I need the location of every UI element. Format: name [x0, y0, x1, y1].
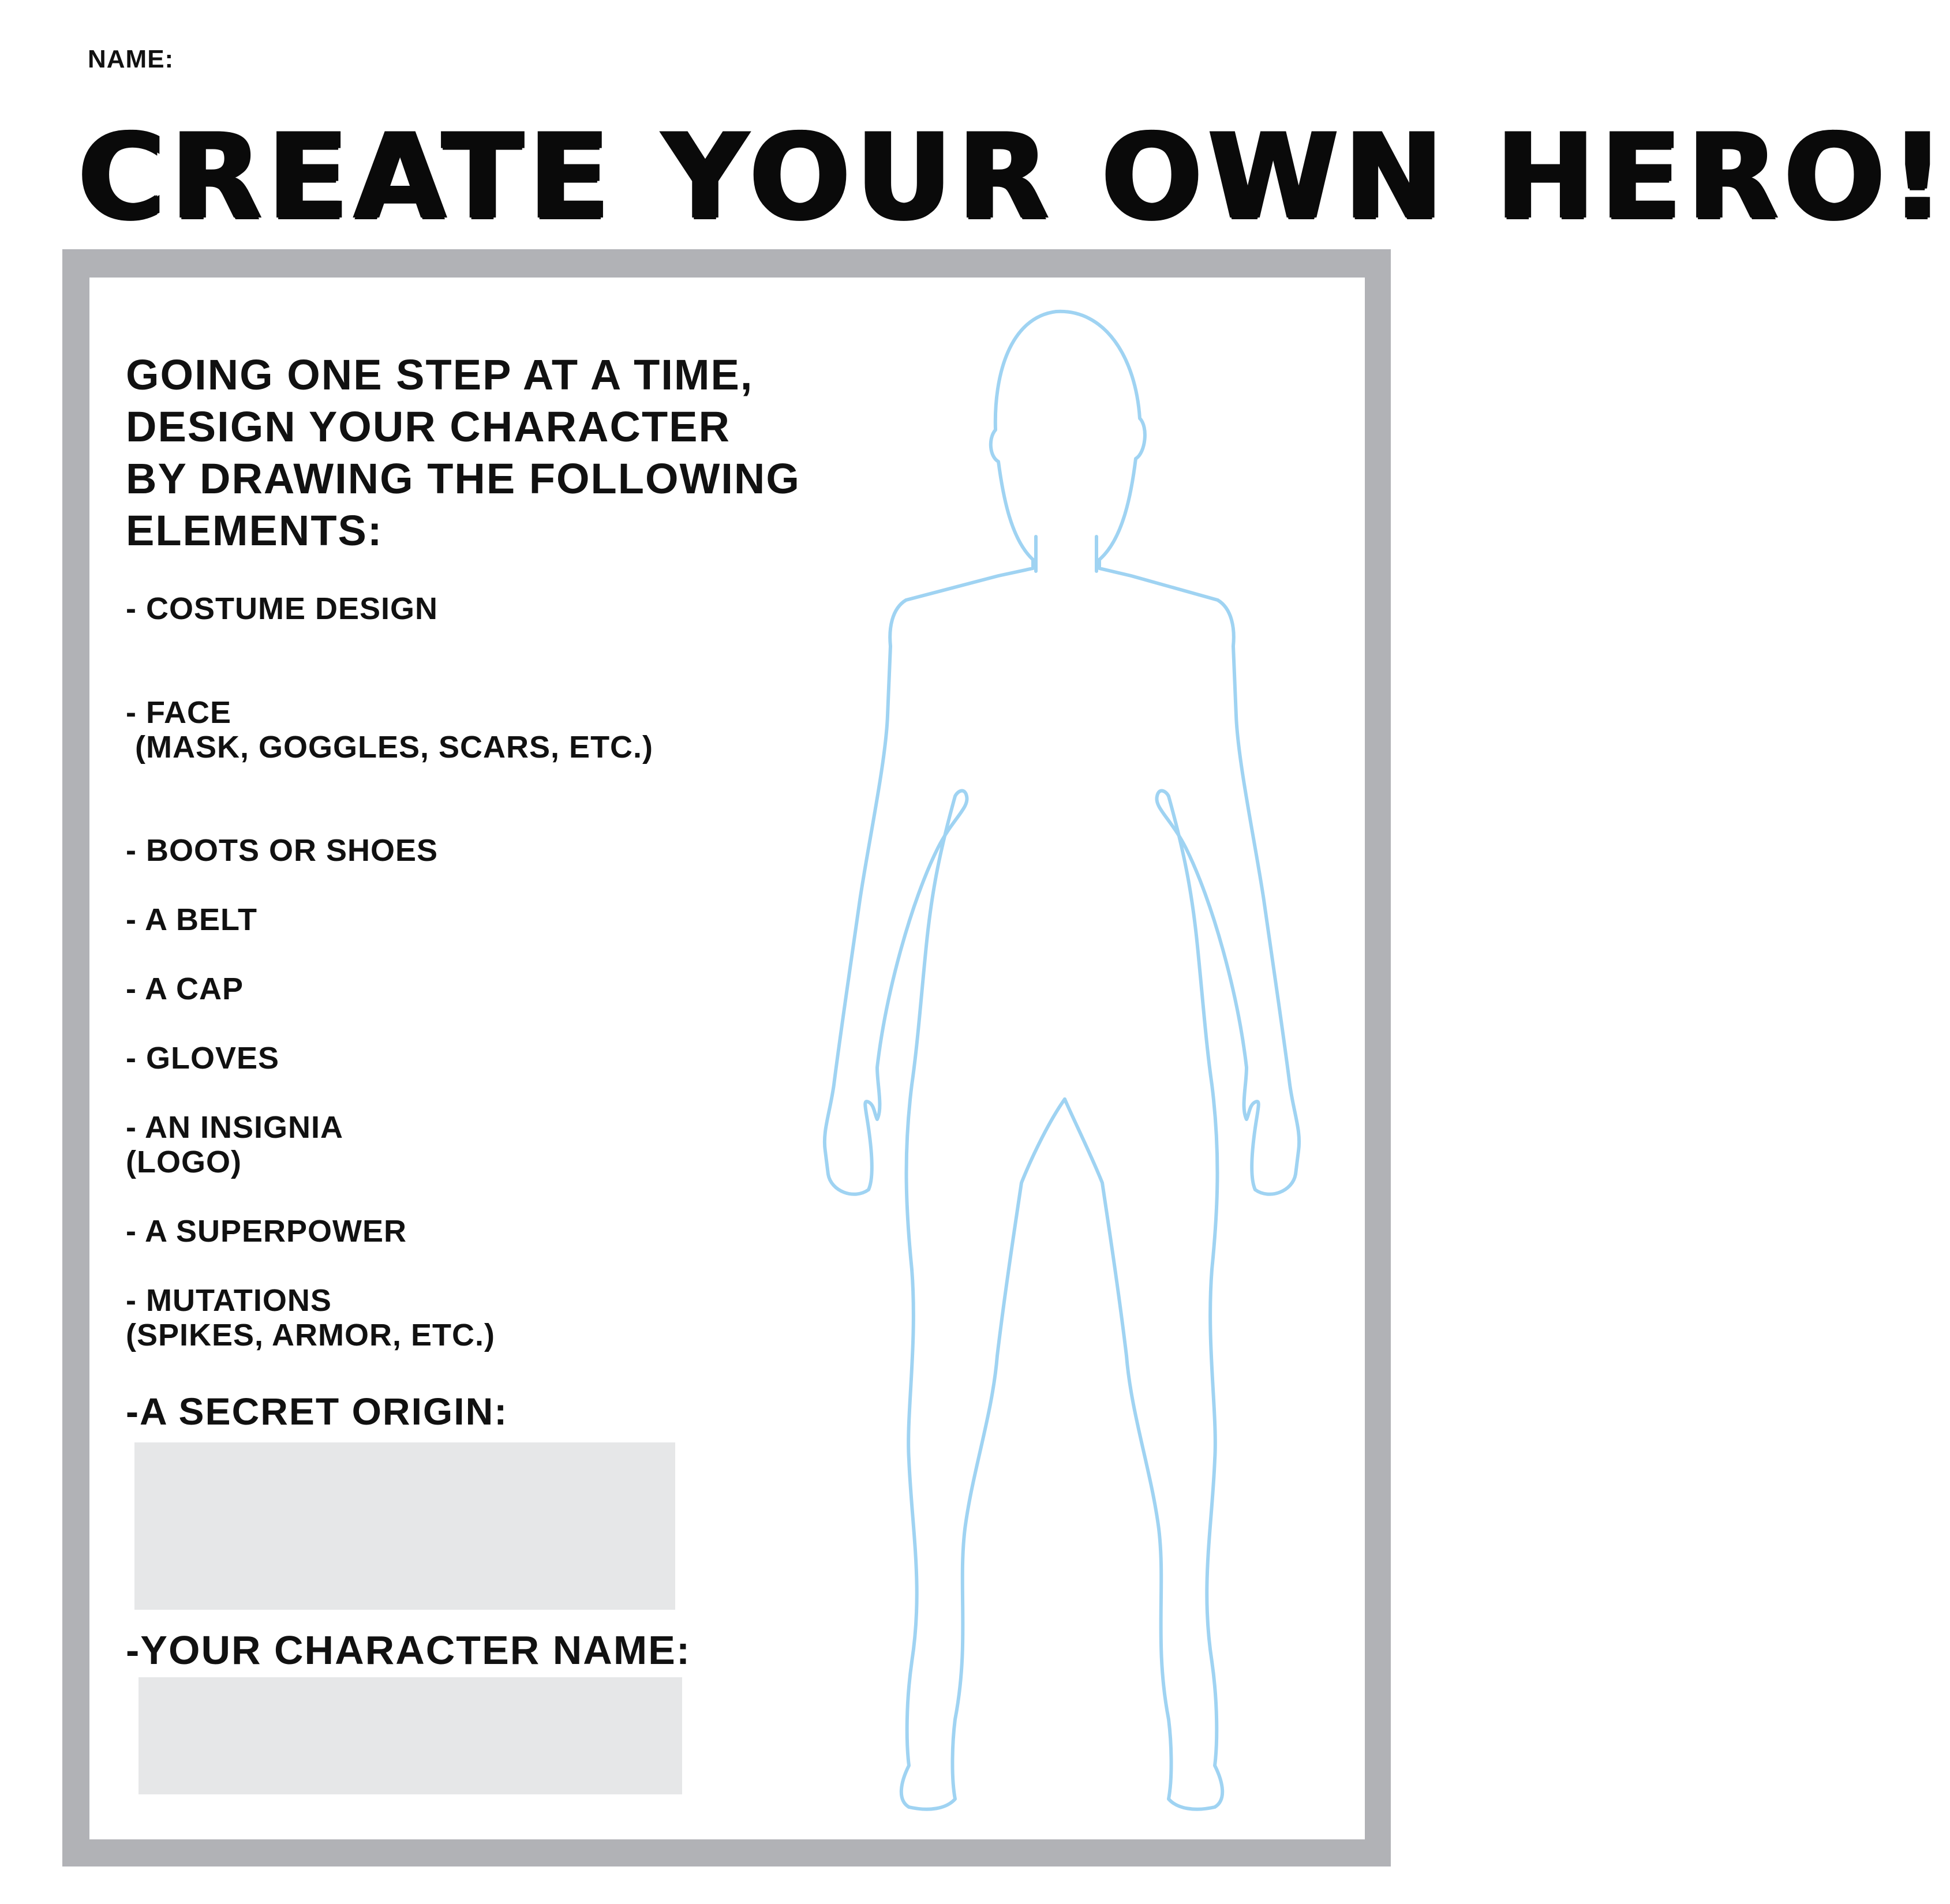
- element-label: - COSTUME DESIGN: [126, 591, 439, 626]
- element-costume-design: [126, 591, 438, 626]
- element-cap: [126, 972, 244, 1006]
- character-name-field[interactable]: [139, 1677, 682, 1794]
- element-label: - A CAP: [126, 972, 244, 1006]
- name-label: NAME:: [88, 45, 174, 73]
- page-title: CREATE YOUR OWN HERO!: [78, 108, 1950, 246]
- element-label: - FACE: [126, 695, 232, 730]
- instructions-line: BY DRAWING THE FOLLOWING: [126, 455, 800, 503]
- element-label: - BOOTS OR SHOES: [126, 833, 439, 868]
- element-boots: [126, 833, 438, 868]
- element-belt: [126, 902, 257, 937]
- body-right-outline: [1065, 560, 1299, 1809]
- character-name-label: -YOUR CHARACTER NAME:: [126, 1628, 691, 1673]
- instructions-line: GOING ONE STEP AT A TIME,: [126, 351, 754, 399]
- element-note: (LOGO): [126, 1145, 242, 1179]
- head-outline: [991, 312, 1145, 560]
- element-label: - A SUPERPOWER: [126, 1214, 407, 1249]
- instructions-line: DESIGN YOUR CHARACTER: [126, 403, 731, 451]
- body-left-outline: [825, 560, 1065, 1809]
- element-gloves: [126, 1041, 279, 1075]
- element-face: [126, 695, 653, 764]
- element-note: (MASK, GOGGLES, SCARS, ETC.): [126, 730, 654, 764]
- element-superpower: [126, 1214, 407, 1249]
- element-label: - AN INSIGNIA: [126, 1110, 343, 1145]
- secret-origin-field[interactable]: [134, 1442, 675, 1610]
- element-mutations: [126, 1283, 495, 1352]
- element-insignia: [126, 1110, 343, 1179]
- body-outline-icon: [808, 300, 1327, 1835]
- secret-origin-label: -A SECRET ORIGIN:: [126, 1390, 508, 1433]
- element-note: (SPIKES, ARMOR, ETC.): [126, 1318, 496, 1352]
- element-label: - A BELT: [126, 902, 257, 937]
- instructions-line: ELEMENTS:: [126, 507, 383, 554]
- element-label: - GLOVES: [126, 1041, 280, 1075]
- neck-outline: [1036, 537, 1096, 571]
- element-label: - MUTATIONS: [126, 1283, 332, 1318]
- instructions: [126, 349, 876, 557]
